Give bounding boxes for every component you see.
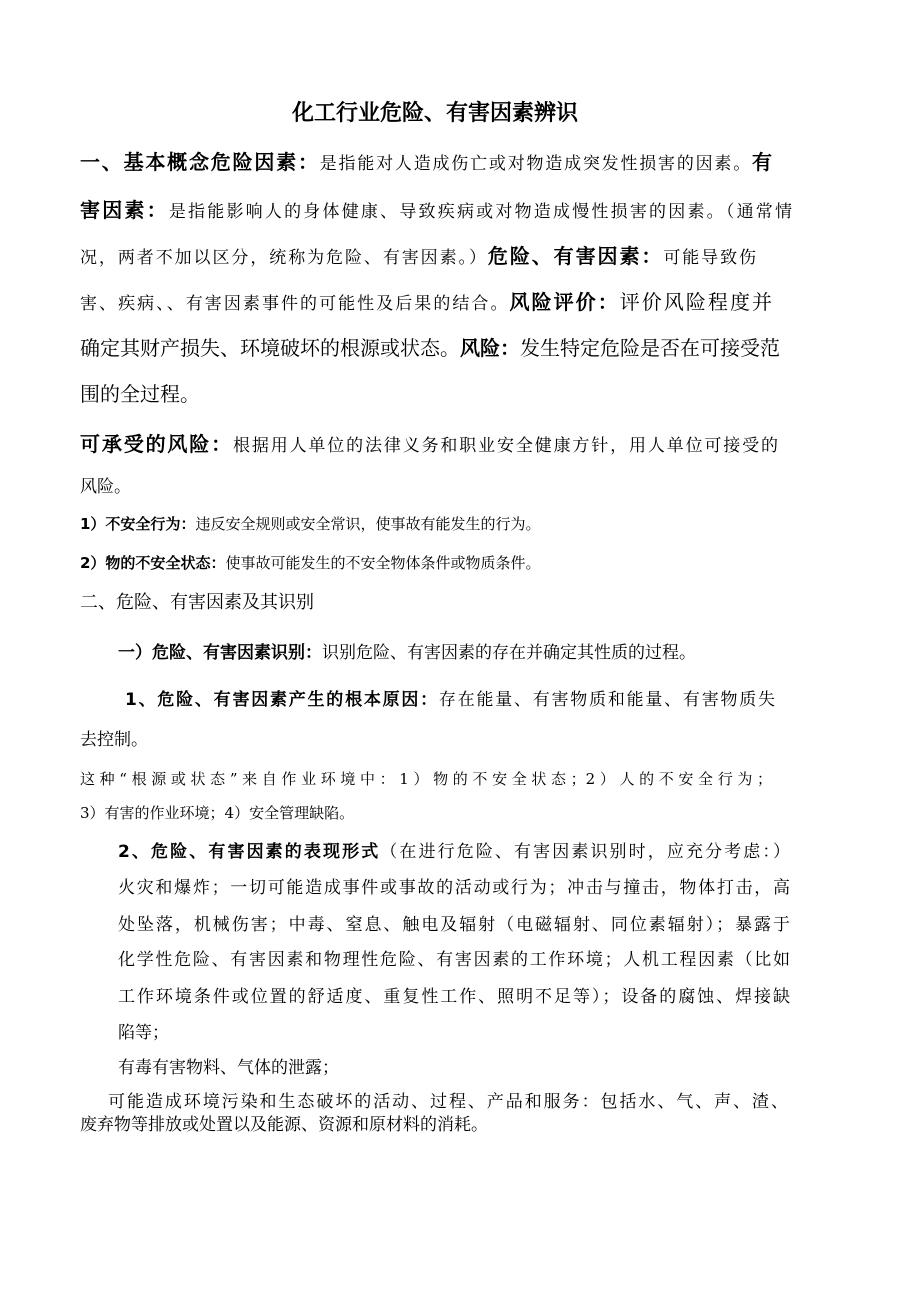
term: 风险： <box>460 336 520 360</box>
text: 发生特定危险是否在可接受范 <box>520 336 780 360</box>
term: 一）危险、有害因素识别： <box>118 643 322 663</box>
para-line <box>80 150 772 176</box>
para-line <box>125 688 775 712</box>
para-line <box>118 840 790 864</box>
para-line <box>80 198 792 224</box>
para-line: 有毒有害物料、气体的泄露； <box>118 1058 339 1078</box>
para-line: 处坠落，机械伤害；中毒、窒息、触电及辐射（电磁辐射、同位素辐射）；暴露于 <box>118 915 790 935</box>
term: 2）物的不安全状态： <box>80 554 226 572</box>
para-line: 风险。 <box>80 477 131 497</box>
text: 害、疾病、、有害因素事件的可能性及后果的结合。 <box>80 294 510 314</box>
para-line <box>80 244 756 270</box>
text: 评价风险程度并 <box>619 290 773 314</box>
term: 1）不安全行为： <box>80 515 196 533</box>
text: 违反安全规则或安全常识，使事故有能发生的行为。 <box>195 515 541 533</box>
section-heading: 二、危险、有害因素及其识别 <box>80 592 314 613</box>
para-line: 陷等； <box>118 1023 169 1043</box>
page-title: 化工行业危险、有害因素辨识 <box>291 101 578 126</box>
text: 可能导致伤 <box>663 248 757 268</box>
term: 可承受的风险： <box>80 432 233 456</box>
para-line <box>80 336 780 362</box>
term: 1、危险、有害因素产生的根本原因： <box>125 690 439 710</box>
para-line: 去控制。 <box>80 730 148 750</box>
term: 风险评价： <box>509 290 620 314</box>
para-line <box>80 551 540 575</box>
term: 2、危险、有害因素的表现形式 <box>118 842 381 862</box>
para-line: 围的全过程。 <box>80 382 200 406</box>
text: 况，两者不加以区分，统称为危险、有害因素。） <box>80 248 488 268</box>
text: （在进行危险、有害因素识别时，应充分考虑：） <box>380 842 790 862</box>
text: 确定其财产损失、环境破坏的根源或状态。 <box>80 336 460 360</box>
text: 是指能影响人的身体健康、导致疾病或对物造成慢性损害的因素。（通常情 <box>168 202 793 222</box>
text: 使事故可能发生的不安全物体条件或物质条件。 <box>225 554 541 572</box>
text: 识别危险、有害因素的存在并确定其性质的过程。 <box>322 643 696 663</box>
para-line: 3）有害的作业环境；4）安全管理缺陷。 <box>80 804 355 822</box>
term: 害因素： <box>80 198 169 222</box>
text: 是指能对人造成伤亡或对物造成突发性损害的因素。 <box>319 154 753 174</box>
term: 危险、有害因素： <box>487 244 664 268</box>
para-line <box>118 641 696 665</box>
term: 有 <box>752 150 773 174</box>
para-line <box>80 290 772 316</box>
para-line <box>80 432 778 458</box>
para-line: 废弃物等排放或处置以及能源、资源和原材料的消耗。 <box>80 1115 488 1135</box>
para-line: 这种“根源或状态”来自作业环境中：1）物的不安全状态；2）人的不安全行为； <box>80 770 772 788</box>
term: 一、基本概念危险因素： <box>80 150 320 174</box>
para-line: 火灾和爆炸；一切可能造成事件或事故的活动或行为；冲击与撞击，物体打击，高 <box>118 878 790 898</box>
text: 存在能量、有害物质和能量、有害物质失 <box>438 690 776 710</box>
para-line: 工作环境条件或位置的舒适度、重复性工作、照明不足等）；设备的腐蚀、焊接缺 <box>118 987 790 1007</box>
para-line: 可能造成环境污染和生态破坏的活动、过程、产品和服务：包括水、气、声、渣、 <box>108 1092 788 1112</box>
text: 根据用人单位的法律义务和职业安全健康方针，用人单位可接受的 <box>233 436 778 456</box>
para-line: 化学性危险、有害因素和物理性危险、有害因素的工作环境；人机工程因素（比如 <box>118 950 790 970</box>
para-line <box>80 512 540 536</box>
